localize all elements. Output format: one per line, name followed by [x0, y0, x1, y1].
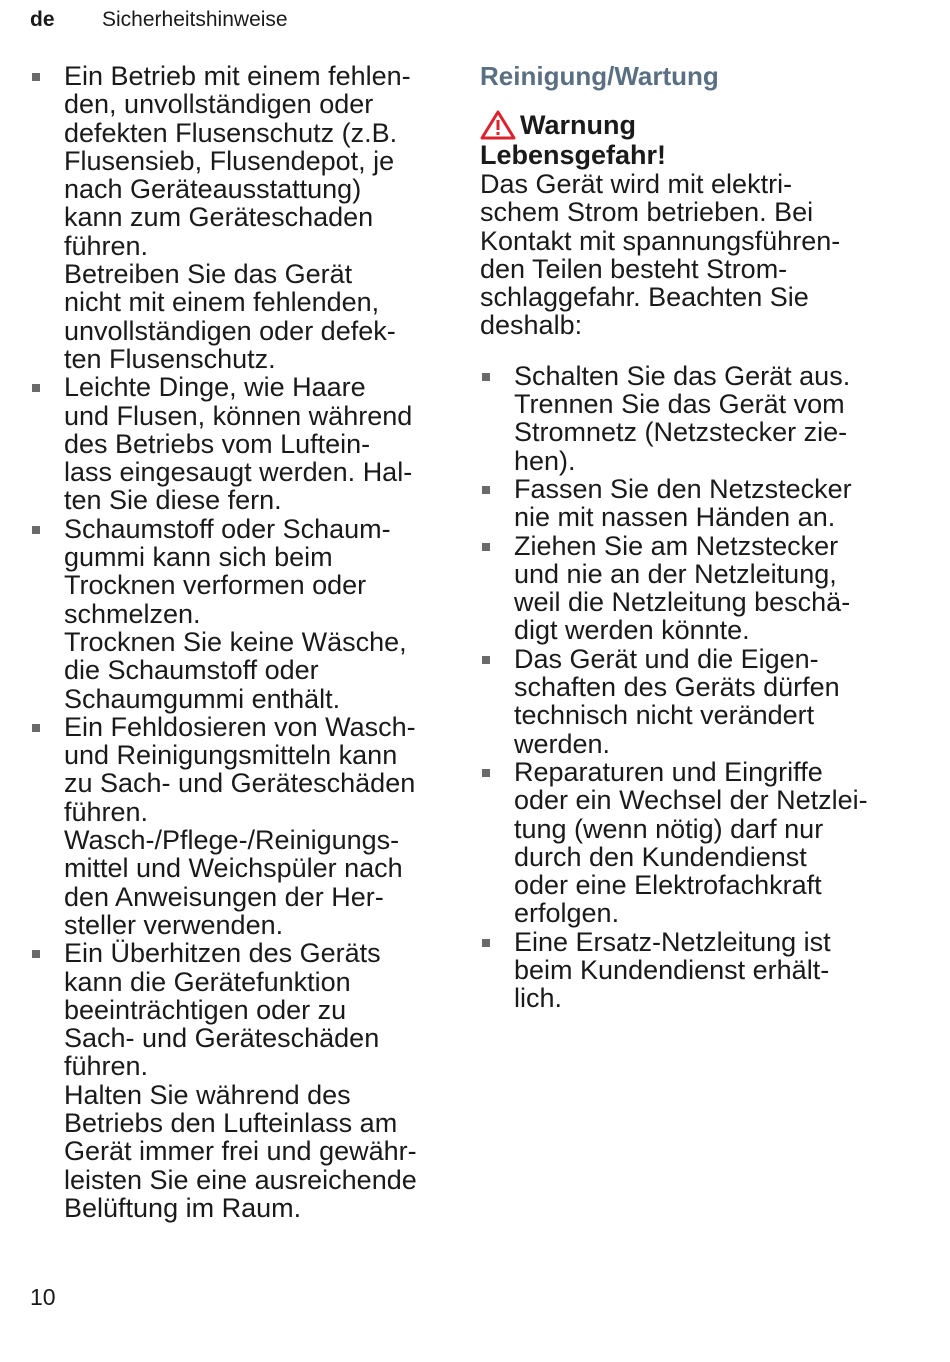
- language-code: de: [30, 8, 55, 31]
- text-line: oder ein Wechsel der Netzlei-: [514, 785, 868, 816]
- text-line: Belüftung im Raum.: [64, 1192, 302, 1223]
- text-line: schaften des Geräts dürfen: [514, 672, 840, 703]
- bullet-square-icon: [32, 384, 40, 392]
- bullet-square-icon: [32, 724, 40, 732]
- warning-intro: [480, 170, 900, 340]
- text-line: Schaumstoff oder Schaum-: [64, 513, 391, 544]
- list-item: [30, 62, 450, 373]
- warning-heading: Lebensgefahr!: [480, 140, 667, 170]
- page-header: [30, 8, 288, 32]
- text-line: Betriebs den Lufteinlass am: [64, 1107, 398, 1138]
- left-column: [30, 62, 450, 1222]
- text-line: Das Gerät wird mit elektri-: [480, 169, 793, 199]
- warning-triangle-icon: [480, 110, 516, 140]
- right-column: [480, 62, 900, 1013]
- text-line: deshalb:: [480, 310, 583, 341]
- list-item: [30, 713, 450, 939]
- text-line: Schaumgummi enthält.: [64, 683, 341, 714]
- bullet-square-icon: [482, 769, 490, 777]
- text-line: Leichte Dinge, wie Haare: [64, 372, 366, 403]
- text-line: hen).: [514, 445, 576, 476]
- list-item: [30, 939, 450, 1222]
- text-line: defekten Flusenschutz (z.B.: [64, 117, 398, 148]
- safety-list-right: [480, 362, 900, 1013]
- text-line: ten Sie diese fern.: [64, 485, 282, 516]
- list-item: [480, 645, 900, 758]
- text-line: Eine Ersatz-Netzleitung ist: [514, 926, 831, 957]
- list-item: [480, 532, 900, 645]
- bullet-square-icon: [32, 73, 40, 81]
- text-line: beeinträchtigen oder zu: [64, 994, 347, 1025]
- text-line: zu Sach- und Geräteschäden: [64, 768, 416, 799]
- text-line: nach Geräteausstattung): [64, 174, 362, 205]
- text-line: lass eingesaugt werden. Hal-: [64, 457, 413, 488]
- warning-block: [480, 110, 900, 170]
- text-line: Flusensieb, Flusendepot, je: [64, 145, 395, 176]
- text-line: Sach- und Geräteschäden: [64, 1023, 380, 1054]
- text-line: den Teilen besteht Strom-: [480, 253, 788, 284]
- text-line: und Flusen, können während: [64, 400, 413, 431]
- text-line: durch den Kundendienst: [514, 841, 807, 872]
- text-line: weil die Netzleitung beschä-: [514, 587, 851, 618]
- text-line: erfolgen.: [514, 898, 620, 929]
- text-line: Stromnetz (Netzstecker zie-: [514, 417, 848, 448]
- text-line: Fassen Sie den Netzstecker: [514, 473, 852, 504]
- text-line: tung (wenn nötig) darf nur: [514, 813, 824, 844]
- text-line: Das Gerät und die Eigen-: [514, 643, 819, 674]
- text-line: Ein Betrieb mit einem fehlen-: [64, 61, 411, 91]
- bullet-square-icon: [482, 373, 490, 381]
- text-line: führen.: [64, 230, 149, 261]
- text-line: Trennen Sie das Gerät vom: [514, 389, 845, 420]
- text-line: Reparaturen und Eingriffe: [514, 756, 823, 787]
- list-item: [480, 928, 900, 1013]
- text-line: kann die Gerätefunktion: [64, 966, 351, 997]
- text-line: Ein Fehldosieren von Wasch-: [64, 711, 416, 742]
- bullet-square-icon: [32, 526, 40, 534]
- bullet-square-icon: [482, 486, 490, 494]
- text-line: Schalten Sie das Gerät aus.: [514, 360, 851, 391]
- text-line: die Schaumstoff oder: [64, 655, 319, 686]
- text-line: den, unvollständigen oder: [64, 89, 374, 120]
- bullet-square-icon: [482, 543, 490, 551]
- text-line: gummi kann sich beim: [64, 542, 333, 573]
- text-line: den Anweisungen der Her-: [64, 881, 384, 912]
- bullet-square-icon: [32, 950, 40, 958]
- text-line: und nie an der Netzleitung,: [514, 558, 837, 589]
- text-line: technisch nicht verändert: [514, 700, 815, 731]
- text-line: schem Strom betrieben. Bei: [480, 197, 814, 228]
- text-line: schlaggefahr. Beachten Sie: [480, 282, 809, 313]
- text-line: kann zum Geräteschaden: [64, 202, 374, 233]
- page-number: 10: [30, 1284, 56, 1310]
- text-line: Ein Überhitzen des Geräts: [64, 938, 381, 969]
- safety-list-left: [30, 62, 450, 1222]
- text-line: schmelzen.: [64, 598, 201, 629]
- bullet-square-icon: [482, 939, 490, 947]
- text-line: nicht mit einem fehlenden,: [64, 287, 380, 318]
- text-line: und Reinigungsmitteln kann: [64, 740, 398, 771]
- text-line: oder eine Elektrofachkraft: [514, 870, 822, 901]
- text-line: unvollständigen oder defek-: [64, 315, 396, 346]
- text-line: nie mit nassen Händen an.: [514, 502, 836, 533]
- text-line: des Betriebs vom Luftein-: [64, 428, 371, 459]
- text-line: führen.: [64, 796, 149, 827]
- list-item: [30, 515, 450, 713]
- list-item: [480, 758, 900, 928]
- list-item: [30, 373, 450, 514]
- cleaning-maintenance-title: Reinigung/Wartung: [480, 61, 719, 91]
- text-line: Gerät immer frei und gewähr-: [64, 1136, 417, 1167]
- text-line: beim Kundendienst erhält-: [514, 955, 830, 986]
- text-line: leisten Sie eine ausreichende: [64, 1164, 417, 1195]
- bullet-square-icon: [482, 656, 490, 664]
- warning-label: Warnung: [520, 110, 636, 140]
- text-line: Ziehen Sie am Netzstecker: [514, 530, 839, 561]
- text-line: Wasch-/Pflege-/Reinigungs-: [64, 825, 400, 856]
- text-line: Kontakt mit spannungsführen-: [480, 225, 841, 256]
- text-line: werden.: [514, 728, 611, 759]
- text-line: Betreiben Sie das Gerät: [64, 259, 353, 290]
- text-line: Trocknen verformen oder: [64, 570, 367, 601]
- list-item: [480, 362, 900, 475]
- text-line: Halten Sie während des: [64, 1079, 351, 1110]
- text-line: steller verwenden.: [64, 909, 284, 940]
- text-line: digt werden könnte.: [514, 615, 750, 646]
- text-line: Trocknen Sie keine Wäsche,: [64, 626, 407, 657]
- text-line: führen.: [64, 1051, 149, 1082]
- text-line: mittel und Weichspüler nach: [64, 853, 403, 884]
- section-title: Sicherheitshinweise: [102, 8, 288, 31]
- list-item: [480, 475, 900, 532]
- text-line: ten Flusenschutz.: [64, 343, 276, 374]
- text-line: lich.: [514, 983, 563, 1014]
